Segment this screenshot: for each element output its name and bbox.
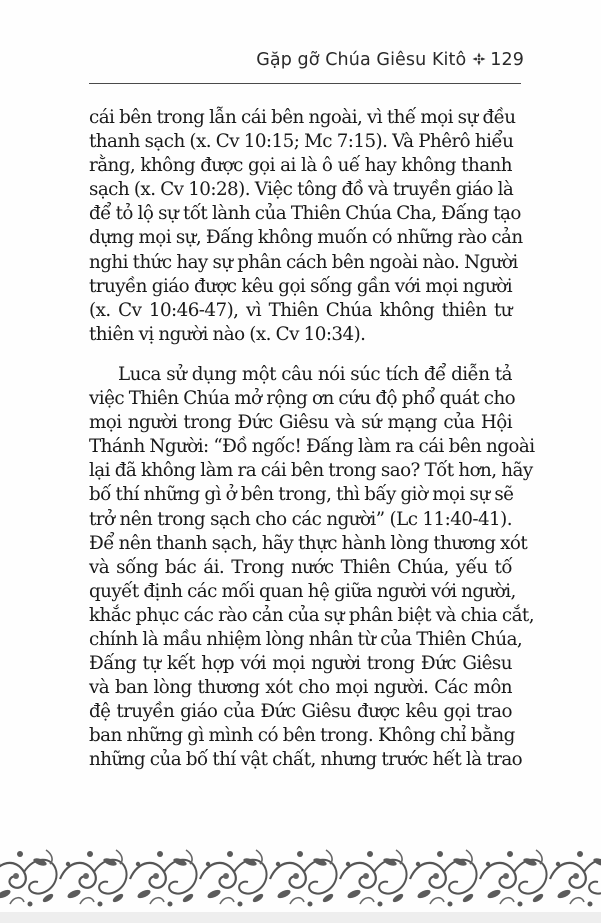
text-line: cái bên trong lẫn cái bên ngoài, vì thế mọi sự đều	[89, 107, 516, 128]
text-line: truyền giáo được kêu gọi sống gần với mọi người	[89, 275, 512, 297]
running-header	[256, 50, 524, 70]
page-bottom-edge	[0, 912, 601, 923]
text-line: những của bố thí vật chất, nhưng trước hết là trao	[89, 749, 523, 771]
page-number: 129	[490, 50, 524, 70]
text-line: ban những gì mình có bên trong. Không chỉ bằng	[89, 725, 515, 747]
text-line: dựng mọi sự, Đấng không muốn có những rào cản	[89, 227, 523, 249]
text-line: Thánh Người: “Đồ ngốc! Đấng làm ra cái bên ngoài	[89, 436, 535, 458]
text-line: Đấng tự kết hợp với mọi người trong Đức Giêsu	[89, 653, 512, 675]
text-line: Để nên thanh sạch, hãy thực hành lòng thương xót	[89, 532, 528, 554]
text-line: nghi thức hay sự phân cách bên ngoài nào. Người	[89, 251, 518, 273]
paragraph	[89, 363, 535, 773]
body-text	[89, 106, 535, 773]
text-line: thanh sạch (x. Cv 10:15; Mc 7:15). Và Phêrô hiểu	[89, 131, 514, 153]
text-line: và sống bác ái. Trong nước Thiên Chúa, yếu tố	[89, 556, 512, 578]
paragraph-gap	[89, 347, 512, 363]
text-line: trở nên trong sạch cho các người” (Lc 11:40-41).	[89, 508, 512, 530]
text-line: thiên vị người nào (x. Cv 10:34).	[89, 323, 366, 345]
text-line: việc Thiên Chúa mở rộng ơn cứu độ phổ quát cho	[89, 388, 516, 410]
text-line: rằng, không được gọi ai là ô uế hay không thanh	[89, 155, 512, 177]
text-line: bố thí những gì ở bên trong, thì bấy giờ mọi sự sẽ	[89, 484, 514, 506]
header-divider	[89, 83, 521, 84]
text-line: chính là mầu nhiệm lòng nhân từ của Thiên Chúa,	[89, 628, 523, 650]
text-line: và ban lòng thương xót cho mọi người. Các môn	[89, 677, 512, 699]
header-title: Gặp gỡ Chúa Giêsu Kitô	[256, 50, 467, 70]
text-line: sạch (x. Cv 10:28). Việc tông đồ và truyền giáo là	[89, 179, 514, 201]
text-line: mọi người trong Đức Giêsu và sứ mạng của Hội	[89, 412, 512, 434]
text-line: lại đã không làm ra cái bên trong sao? Tốt hơn, hãy	[89, 460, 533, 482]
text-line: (x. Cv 10:46-47), vì Thiên Chúa không thiên tư	[89, 299, 512, 321]
cross-ornament-icon	[472, 51, 486, 71]
text-line: Luca sử dụng một câu nói súc tích để diễn tả	[118, 363, 512, 385]
text-line: đệ truyền giáo của Đức Giêsu được kêu gọi trao	[89, 701, 512, 723]
floral-footer-border	[0, 846, 601, 912]
text-line: để tỏ lộ sự tốt lành của Thiên Chúa Cha, Đấng tạo	[89, 203, 521, 225]
paragraph	[89, 106, 523, 347]
text-line: khắc phục các rào cản của sự phân biệt và chia cắt,	[89, 604, 534, 626]
text-line: quyết định các mối quan hệ giữa người với người,	[89, 580, 516, 602]
